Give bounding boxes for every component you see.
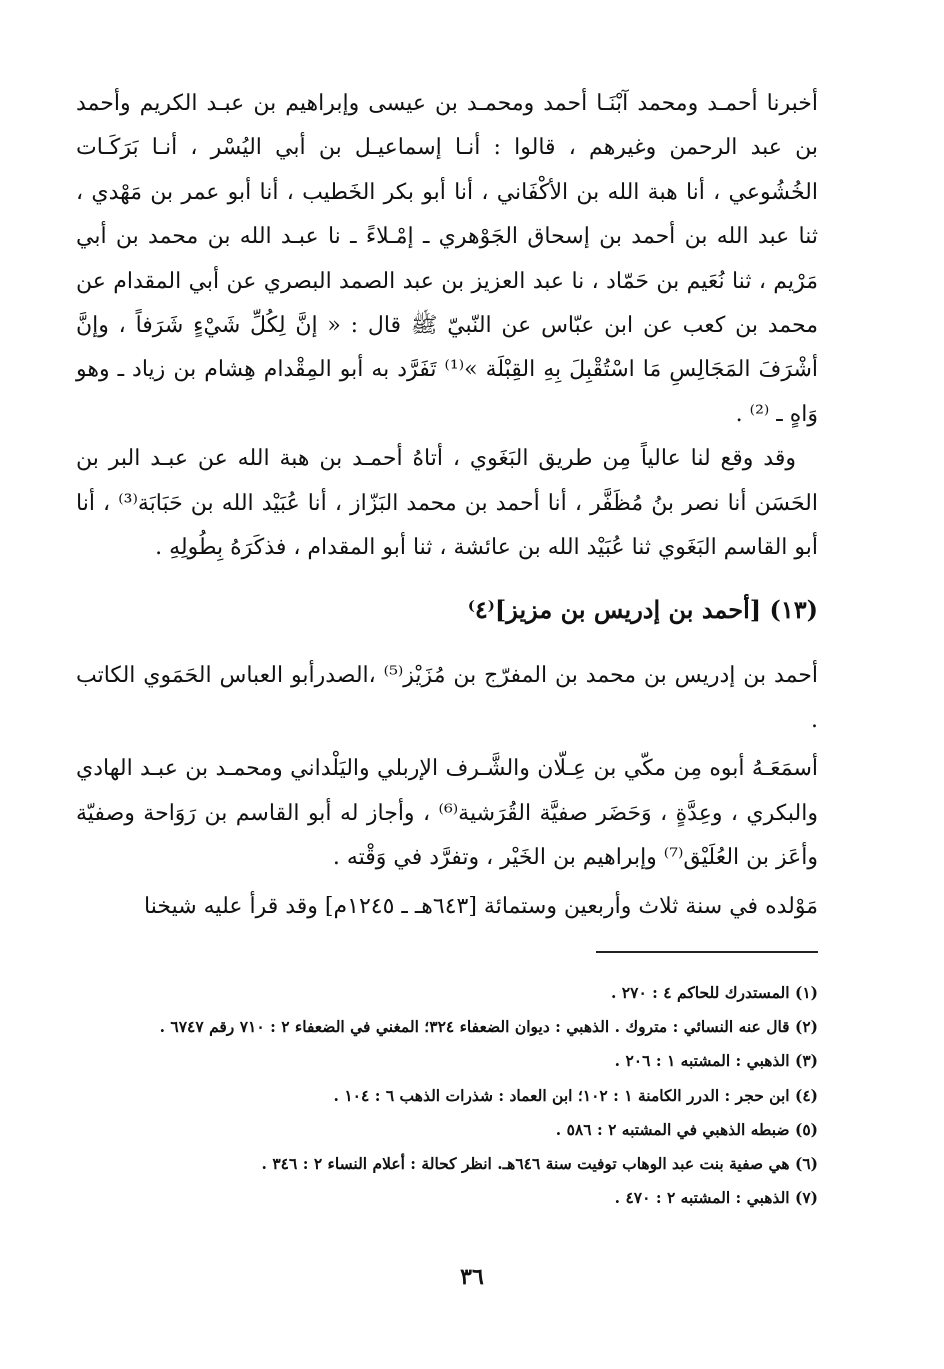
paragraph-entry-teachers: أسمَعَـهُ أبوه مِن مكّي بن عِـلّان والشَّـرف الإربلي واليَلْداني ومحمـد بن عبـد الهادي والبكري ، وعِدَّةٍ ، وَحَضَر صفيَّة القُرَشية⁽⁶⁾ ، وأجاز له أبو القاسم بن رَوَاحة وصفيّة وأعَز بن العُلَيْق⁽⁷⁾ وإبراهيم بن الخَيْر ، وتفرَّد في وَقْته . bbox=[76, 756, 818, 871]
footnote-5: (٥) ضبطه الذهبي في المشتبه ٢ : ٥٨٦ . bbox=[555, 1119, 818, 1139]
paragraph-alternate-chain: وقد وقع لنا عالياً مِن طريق البَغَوي ، أتاهُ أحمـد بن هبة الله عن عبـد البر بن الحَسَن أنا نصر بنُ مُظَفَّر ، أنا أحمد بن محمد البَزّاز ، أنا عُبَيْد الله بن حَبَابَة⁽³⁾ ، أنا أبو القاسم البَغَوي ثنا عُبَيْد الله بن عائشة ، ثنا أبو المقدام ، فذكَرَهُ بِطُولِهِ . bbox=[76, 446, 818, 561]
footnotes bbox=[76, 976, 818, 1215]
entry-heading: (١٣) [أحمد بن إدريس بن مزيز]⁽٤⁾ bbox=[467, 595, 818, 625]
paragraph-entry-name: أحمد بن إدريس بن محمد بن المفرّج بن مُزَيْز⁽⁵⁾ ،الصدرأبو العباس الحَمَوي الكاتب . bbox=[76, 663, 818, 733]
paragraph-hadith-chain: أخبرنا أحمـد ومحمد آبْنَـا أحمد ومحمـد بن عيسى وإبراهيم بن عبـد الكريم وأحمد بن عبد الرحمن وغيرهم ، قالوا : أنـا إسماعيـل بن أبي اليُسْر ، أنـا بَرَكَـات الخُشُوعي ، أنا هبة الله بن الأكْفَاني ، أنا أبو بكر الخَطيب ، أنا أبو عمر بن مَهْدي ، ثنا عبد الله بن أحمد بن إسحاق الجَوْهري ـ إمْـلاءً ـ نا عبـد الله بن محمد بن أبي مَرْيم ، ثنا نُعَيم بن حَمّاد ، نا عبد العزيز بن عبد الصمد البصري عن أبي المقدام عن محمد بن كعب عن ابن عبّاس عن النّبيّ ﷺ قال : « إنَّ لِكُلِّ شَيْءٍ شَرَفاً ، وإنَّ أشْرَفَ المَجَالِسِ مَا اسْتُقْبِلَ بِهِ القِبْلَة »⁽¹⁾ تَفَرَّد به أبو المِقْدام هِشام بن زياد ـ وهو وَاهٍ ـ ⁽²⁾ . bbox=[76, 91, 818, 427]
footnote-2: (٢) قال عنه النسائي : متروك . الذهبي : ديوان الضعفاء ٣٢٤؛ المغني في الضعفاء ٢ : ٧١٠ رقم ٦٧٤٧ . bbox=[159, 1017, 818, 1037]
footnote-6: (٦) هي صفية بنت عبد الوهاب توفيت سنة ٦٤٦هـ. انظر كحالة : أعلام النساء ٢ : ٣٤٦ . bbox=[261, 1154, 818, 1174]
main-text bbox=[76, 82, 818, 929]
paragraph-entry-birth: مَوْلده في سنة ثلاث وأربعين وستمائة [٦٤٣هـ ـ ١٢٤٥م] وقد قرأ عليه شيخنا bbox=[144, 893, 818, 919]
footnote-1: (١) المستدرك للحاكم ٤ : ٢٧٠ . bbox=[611, 983, 818, 1002]
footnote-7: (٧) الذهبي : المشتبه ٢ : ٤٧٠ . bbox=[614, 1188, 818, 1208]
footnote-3: (٣) الذهبي : المشتبه ١ : ٢٠٦ . bbox=[614, 1051, 818, 1071]
page-number: ٣٦ bbox=[460, 1264, 484, 1290]
footnote-separator bbox=[596, 951, 818, 953]
footnote-4: (٤) ابن حجر : الدرر الكامنة ١ : ١٠٢؛ ابن العماد : شذرات الذهب ٦ : ١٠٤ . bbox=[333, 1085, 818, 1105]
